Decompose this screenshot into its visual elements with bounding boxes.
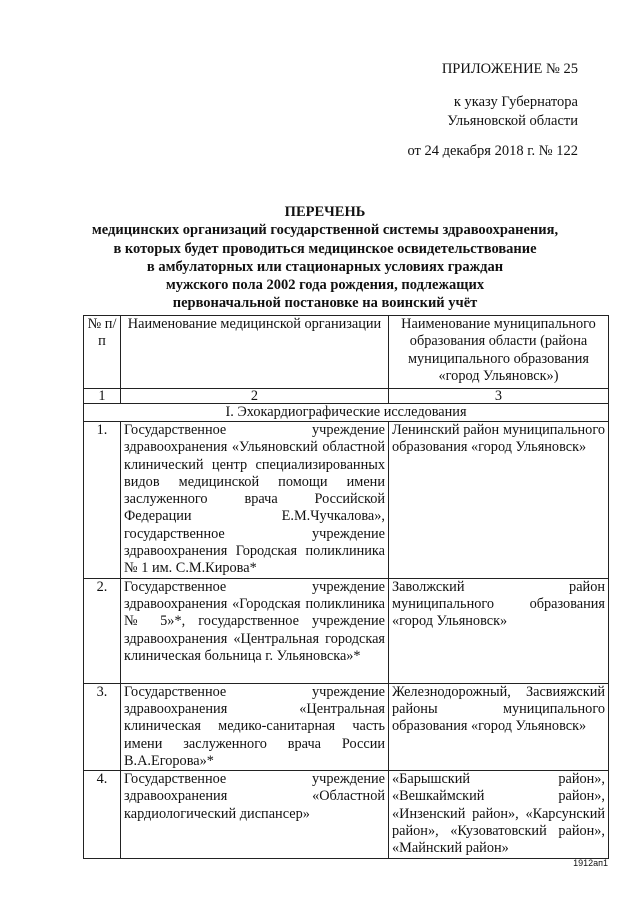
row-area: Заволжский район муниципального образования «город Ульяновск» <box>389 578 609 683</box>
heading-line-2: в которых будет проводиться медицинское освидетельствование <box>113 240 537 257</box>
col-number-3: 3 <box>389 389 609 404</box>
section-title: I. Эхокардиографические исследования <box>84 404 609 422</box>
heading-line-1: медицинских организаций государственной системы здравоохранения, <box>91 222 559 239</box>
header-org: Наименование медицинской организации <box>121 316 389 389</box>
heading-title: ПЕРЕЧЕНЬ <box>284 204 366 220</box>
col-number-1: 1 <box>84 389 121 404</box>
footer-code: 1912ап1 <box>573 858 608 868</box>
appendix-line-2: Ульяновской области <box>447 113 578 129</box>
table-row <box>84 771 609 858</box>
appendix-title: ПРИЛОЖЕНИЕ № 25 <box>441 61 578 77</box>
row-number: 1. <box>84 422 121 579</box>
document-heading <box>80 203 570 313</box>
row-organization: Государственное учреждение здравоохранения «Городская поликлиника № 5»*, государственное учреждение здравоохранения «Центральная городская клиническая больница г. Ульяновска»* <box>121 578 389 683</box>
row-number: 2. <box>84 578 121 683</box>
header-area: Наименование муниципального образования области (района муниципального образования «город Ульяновск») <box>389 316 609 389</box>
appendix-block <box>360 60 578 161</box>
organizations-table <box>83 315 609 859</box>
table-header-row <box>84 316 609 389</box>
section-row <box>84 404 609 422</box>
row-area: «Барышский район», «Вешкаймский район», «Инзенский район», «Карсунский район», «Кузоватовский район», «Майнский район» <box>389 771 609 858</box>
table-row <box>84 683 609 770</box>
row-number: 3. <box>84 683 121 770</box>
column-numbers-row <box>84 389 609 404</box>
table-row <box>84 578 609 683</box>
header-num: № п/п <box>84 316 121 389</box>
row-organization: Государственное учреждение здравоохранения «Центральная клиническая медико-санитарная часть имени заслуженного врача России В.А.Егорова»* <box>121 683 389 770</box>
appendix-date: от 24 декабря 2018 г. № 122 <box>407 143 578 159</box>
row-number: 4. <box>84 771 121 858</box>
table-row <box>84 422 609 579</box>
row-organization: Государственное учреждение здравоохранения «Областной кардиологический диспансер» <box>121 771 389 858</box>
col-number-2: 2 <box>121 389 389 404</box>
row-area: Ленинский район муниципального образования «город Ульяновск» <box>389 422 609 579</box>
appendix-line-1: к указу Губернатора <box>453 94 578 110</box>
heading-line-4: мужского пола 2002 года рождения, подлежащих <box>165 277 485 294</box>
row-area: Железнодорожный, Засвияжский районы муниципального образования «город Ульяновск» <box>389 683 609 770</box>
heading-line-5: первоначальной постановке на воинский учёт <box>172 295 478 312</box>
heading-line-3: в амбулаторных или стационарных условиях граждан <box>146 258 504 275</box>
row-organization: Государственное учреждение здравоохранения «Ульяновский областной клинический центр специализированных видов медицинской помощи имени заслуженного врача Российской Федерации Е.М.Чучкалова», государственное учреждение здравоохранения Городская поликлиника № 1 им. С.М.Кирова* <box>121 422 389 579</box>
